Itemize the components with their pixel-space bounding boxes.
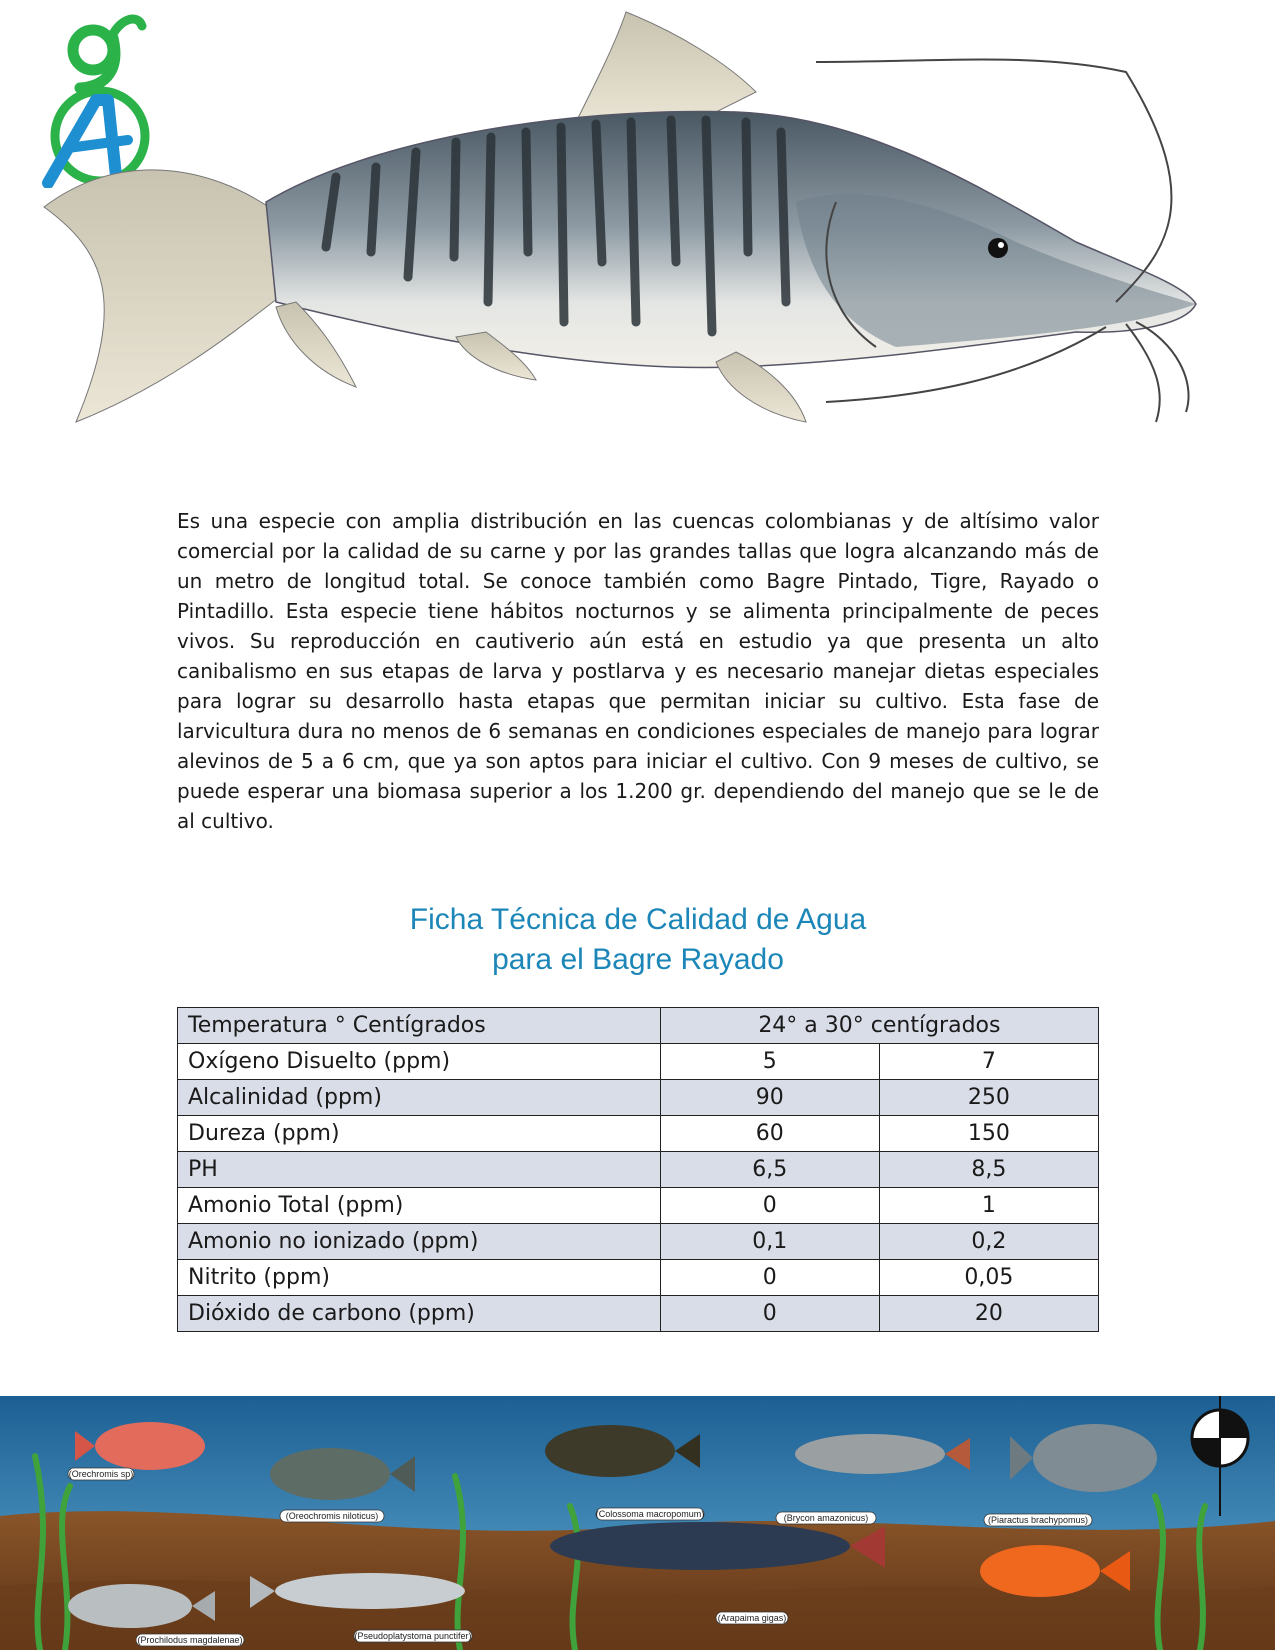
param-name: Oxígeno Disuelto (ppm) — [178, 1044, 661, 1080]
table-row — [178, 1080, 1099, 1116]
param-name: Nitrito (ppm) — [178, 1260, 661, 1296]
param-max: 0,2 — [879, 1224, 1098, 1260]
water-quality-table — [177, 1007, 1099, 1332]
species-label: (Brycon amazonicus) — [783, 1513, 869, 1523]
param-name: Alcalinidad (ppm) — [178, 1080, 661, 1116]
title-line-1: Ficha Técnica de Calidad de Agua — [409, 903, 867, 936]
param-name: Dióxido de carbono (ppm) — [178, 1296, 661, 1332]
species-label: (Arapaima gigas) — [717, 1613, 787, 1623]
param-min: 0 — [660, 1296, 879, 1332]
title-line-2: para el Bagre Rayado — [492, 943, 784, 976]
table-row — [178, 1296, 1099, 1332]
param-name: Amonio no ionizado (ppm) — [178, 1224, 661, 1260]
param-max: 8,5 — [879, 1152, 1098, 1188]
species-label: (Piaractus brachypomus) — [987, 1515, 1089, 1525]
param-name: PH — [178, 1152, 661, 1188]
species-label: (Pseudoplatystoma punctifer) — [354, 1631, 472, 1641]
species-label: (Orechromis sp) — [68, 1469, 134, 1479]
table-row — [178, 1260, 1099, 1296]
param-max: 0,05 — [879, 1260, 1098, 1296]
table-row — [178, 1224, 1099, 1260]
param-max: 250 — [879, 1080, 1098, 1116]
table-row — [178, 1152, 1099, 1188]
species-label: (Prochilodus magdalenae) — [137, 1635, 243, 1645]
param-max: 1 — [879, 1188, 1098, 1224]
param-min: 90 — [660, 1080, 879, 1116]
param-min: 5 — [660, 1044, 879, 1080]
catfish-illustration — [36, 2, 1236, 452]
param-min: 60 — [660, 1116, 879, 1152]
param-name: Dureza (ppm) — [178, 1116, 661, 1152]
species-label: (Colossoma macropomum) — [595, 1509, 705, 1519]
param-name: Temperatura ° Centígrados — [178, 1008, 661, 1044]
param-min: 0,1 — [660, 1224, 879, 1260]
table-row — [178, 1188, 1099, 1224]
param-max: 150 — [879, 1116, 1098, 1152]
aquaculture-species-banner — [0, 1396, 1275, 1650]
table-row — [178, 1116, 1099, 1152]
param-min: 0 — [660, 1260, 879, 1296]
param-range: 24° a 30° centígrados — [660, 1008, 1098, 1044]
param-max: 7 — [879, 1044, 1098, 1080]
param-max: 20 — [879, 1296, 1098, 1332]
param-name: Amonio Total (ppm) — [178, 1188, 661, 1224]
table-row — [178, 1044, 1099, 1080]
table-row — [178, 1008, 1099, 1044]
species-label: (Oreochromis niloticus) — [285, 1511, 379, 1521]
species-description: Es una especie con amplia distribución en las cuencas colombianas y de altísimo valor comercial por la calidad de su carne y por las grandes tallas que logra alcanzando más de un metro de longitud total. Se conoce también como Bagre Pintado, Tigre, Rayado o Pintadillo. Esta especie tiene hábitos nocturnos y se alimenta principalmente de peces vivos. Su reproducción en cautiverio aún está en estudio ya que presenta un alto canibalismo en sus etapas de larva y postlarva y es necesario manejar dietas especiales para lograr su desarrollo hasta etapas que permitan iniciar su cultivo. Esta fase de larvicultura dura no menos de 6 semanas en condiciones especiales de manejo para lograr alevinos de 5 a 6 cm, que ya son aptos para iniciar el cultivo. Con 9 meses de cultivo, se puede esperar una biomasa superior a los 1.200 gr. dependiendo del manejo que se le de al cultivo. — [177, 509, 1099, 833]
param-min: 6,5 — [660, 1152, 879, 1188]
param-min: 0 — [660, 1188, 879, 1224]
water-quality-title — [177, 900, 1099, 980]
